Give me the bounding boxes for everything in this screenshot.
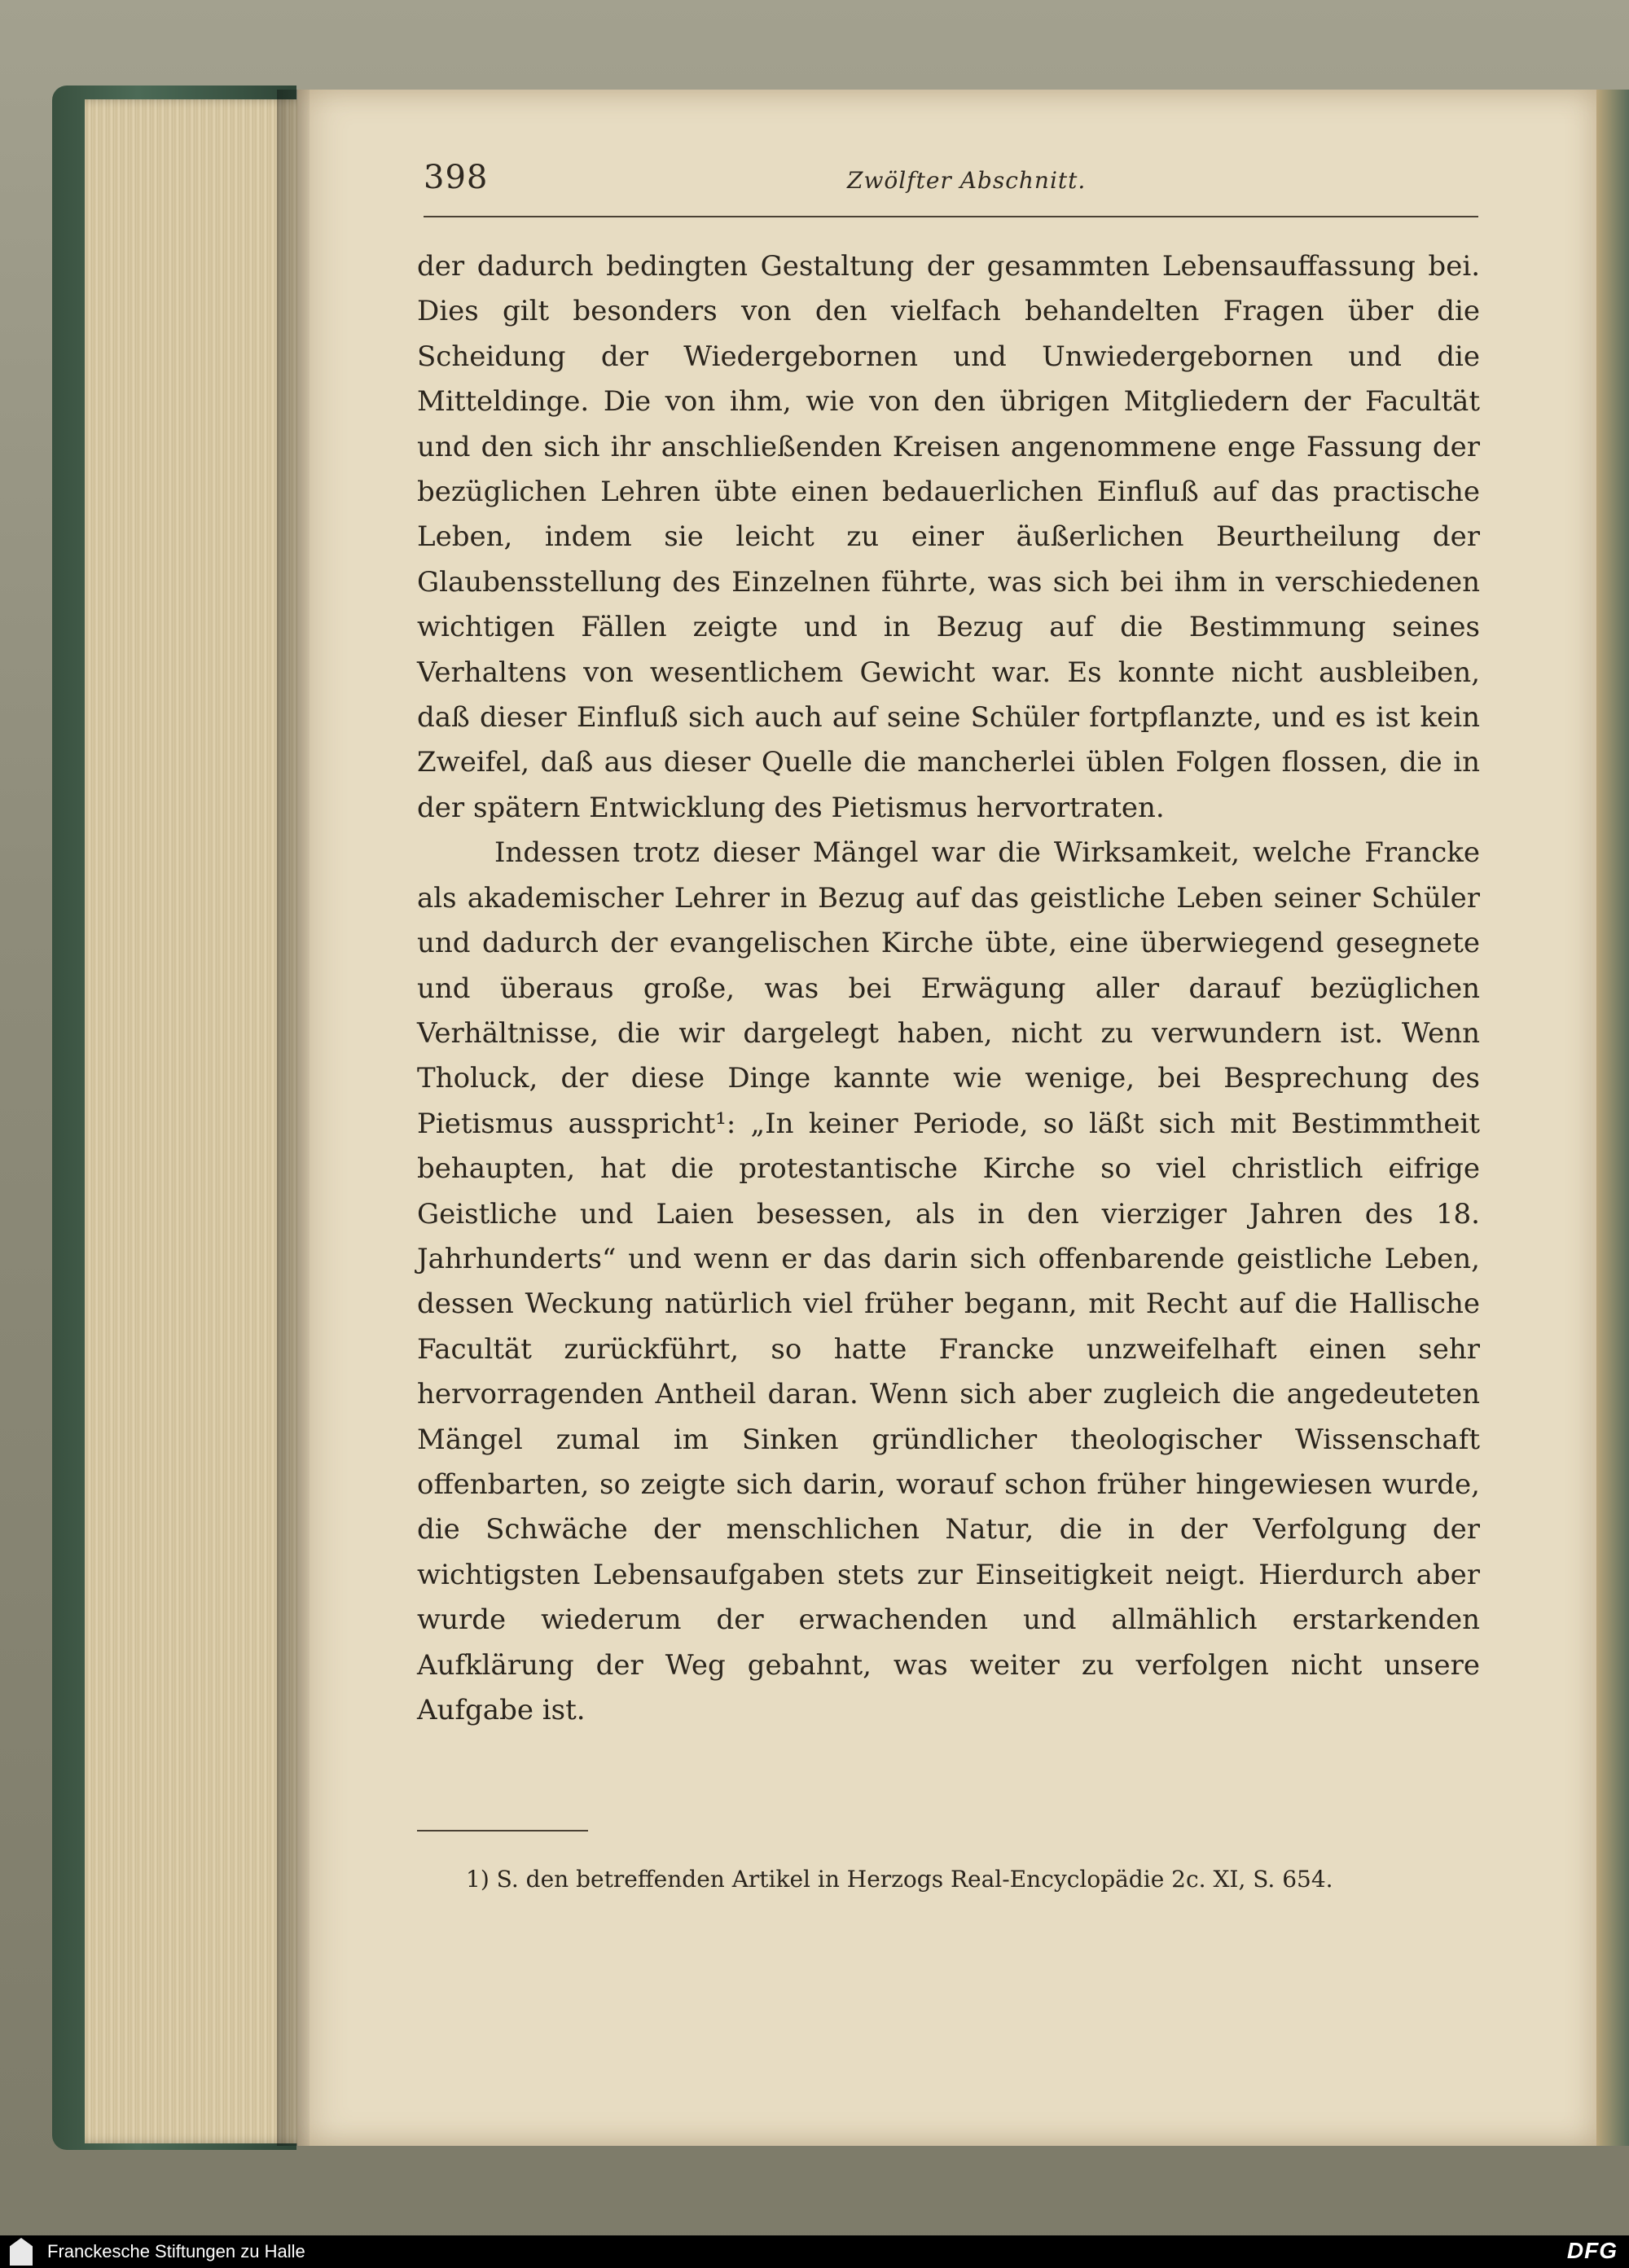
footnote-divider (417, 1830, 588, 1832)
footnote (417, 1861, 1480, 1898)
paragraph-1: der dadurch bedingten Gestaltung der gesammten Lebensauffassung bei. Dies gilt besonders von den vielfach behandelten Fragen über die Scheidung der Wiedergebornen und Unwiedergebornen und die Mitteldinge. Die von ihm, wie von den übrigen Mitgliedern der Facultät und den sich ihr anschließenden Kreisen angenommene enge Fassung der bezüglichen Lehren übte einen bedauerlichen Einfluß auf das practische Leben, indem sie leicht zu einer äußerlichen Beurtheilung der Glaubensstellung des Einzelnen führte, was sich bei ihm in verschiedenen wichtigen Fällen zeigte und in Bezug auf die Bestimmung seines Verhaltens von wesentlichem Gewicht war. Es konnte nicht ausbleiben, daß dieser Einfluß sich auch auf seine Schüler fortpflanzte, und es ist kein Zweifel, daß aus dieser Quelle die mancherlei üblen Folgen flossen, die in der spätern Entwicklung des Pietismus hervortraten. (417, 250, 1480, 824)
footer-bar (0, 2235, 1629, 2268)
body-text (417, 244, 1480, 1733)
running-head: Zwölfter Abschnitt. (847, 167, 1087, 194)
footnote-mark: 1) (466, 1866, 490, 1893)
page-header (424, 159, 1478, 217)
footer-owner: Franckesche Stiftungen zu Halle (47, 2241, 305, 2261)
footnote-text: S. den betreffenden Artikel in Herzogs Real-Encyclopädie 2c. XI, S. 654. (496, 1866, 1333, 1893)
page-number: 398 (424, 159, 489, 196)
facing-page-edge (1596, 90, 1629, 2146)
page-edges (85, 99, 305, 2143)
paragraph-2: Indessen trotz dieser Mängel war die Wirksamkeit, welche Francke als akademischer Lehrer in Bezug auf das geistliche Leben seiner Schüler und dadurch der evangelischen Kirche übte, eine überwiegend gesegnete und überaus große, was bei Erwägung aller darauf bezüglichen Verhältnisse, die wir dargelegt haben, nicht zu verwundern ist. Wenn Tholuck, der diese Dinge kannte wie wenige, bei Besprechung des Pietismus ausspricht¹: „In keiner Periode, so läßt sich mit Bestimmtheit behaupten, hat die protestantische Kirche so viel christlich eifrige Geistliche und Laien besessen, als in den vierziger Jahren des 18. Jahrhunderts“ und wenn er das darin sich offenbarende geistliche Leben, dessen Weckung natürlich viel früher begann, mit Recht auf die Hallische Facultät zurückführt, so hatte Francke unzweifelhaft einen sehr hervorragenden Antheil daran. Wenn sich aber zugleich die angedeuteten Mängel zumal im Sinken gründlicher theologischer Wissenschaft offenbarten, so zeigte sich darin, worauf schon früher hingewiesen wurde, die Schwäche der menschlichen Natur, die in der Verfolgung der wichtigsten Lebensaufgaben stets zur Einseitigkeit neigt. Hierdurch aber wurde wiederum der erwachenden und allmählich erstarkenden Aufklärung der Weg gebahnt, was weiter zu verfolgen nicht unsere Aufgabe ist. (417, 836, 1480, 1726)
dfg-logo: DFG (1566, 2238, 1618, 2263)
institution-logo-icon (10, 2238, 33, 2266)
page-gutter (277, 90, 310, 2146)
